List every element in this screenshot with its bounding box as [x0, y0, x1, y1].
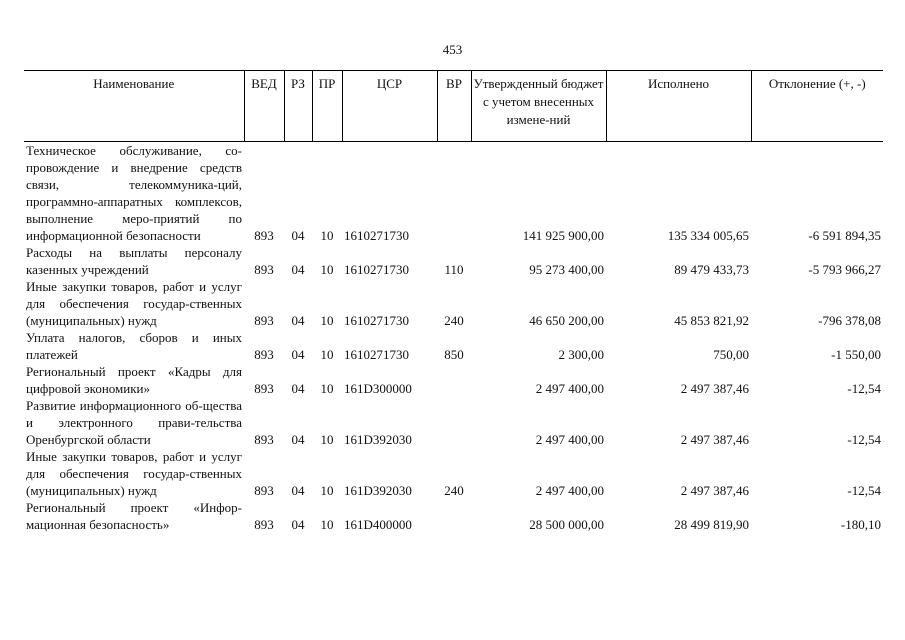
row-pr: 10: [320, 483, 334, 498]
row-vr: 110: [444, 262, 464, 277]
row-csr: 1610271730: [344, 262, 409, 277]
row-vr: 850: [444, 347, 464, 362]
row-pr: 10: [320, 313, 334, 328]
table-row: [24, 244, 883, 278]
row-pr: 10: [320, 228, 334, 243]
table-row: [24, 278, 883, 329]
row-csr: 161D400000: [344, 517, 412, 532]
row-executed: 2 497 387,46: [680, 432, 749, 447]
row-rz: 04: [291, 432, 305, 447]
row-csr: 161D392030: [344, 432, 412, 447]
row-name: Региональный проект «Инфор-мационная безопасность»: [26, 500, 242, 532]
row-name: Техническое обслуживание, со-провождение и внедрение средств связи, телекоммуника-ций, программно-аппаратных комплексов, выполнение меро-приятий по информационной безопасности: [26, 143, 242, 243]
header-vr: ВР: [437, 71, 471, 142]
table-row: [24, 363, 883, 397]
row-deviation: -180,10: [840, 517, 881, 532]
row-ved: 893: [254, 483, 274, 498]
row-deviation: -6 591 894,35: [808, 228, 881, 243]
row-rz: 04: [291, 347, 305, 362]
header-csr: ЦСР: [342, 71, 437, 142]
row-name: Расходы на выплаты персоналу казенных учреждений: [26, 245, 242, 277]
row-ved: 893: [254, 262, 274, 277]
row-csr: 1610271730: [344, 313, 409, 328]
row-name: Уплата налогов, сборов и иных платежей: [26, 330, 242, 362]
header-name: Наименование: [24, 71, 244, 142]
row-executed: 45 853 821,92: [674, 313, 749, 328]
row-ved: 893: [254, 381, 274, 396]
row-approved: 95 273 400,00: [529, 262, 604, 277]
row-approved: 2 497 400,00: [535, 483, 604, 498]
row-executed: 2 497 387,46: [680, 483, 749, 498]
row-approved: 46 650 200,00: [529, 313, 604, 328]
row-rz: 04: [291, 517, 305, 532]
row-approved: 28 500 000,00: [529, 517, 604, 532]
table-row: [24, 397, 883, 448]
row-csr: 1610271730: [344, 228, 409, 243]
row-vr: [437, 363, 471, 397]
header-ved: ВЕД: [244, 71, 284, 142]
table-row: [24, 329, 883, 363]
row-deviation: -1 550,00: [831, 347, 881, 362]
table-row: [24, 499, 883, 533]
row-rz: 04: [291, 313, 305, 328]
header-executed: Исполнено: [606, 71, 751, 142]
row-ved: 893: [254, 313, 274, 328]
row-executed: 89 479 433,73: [674, 262, 749, 277]
row-name: Иные закупки товаров, работ и услуг для обеспечения государ-ственных (муниципальных) нужд: [26, 449, 242, 498]
row-deviation: -12,54: [847, 432, 881, 447]
row-executed: 2 497 387,46: [680, 381, 749, 396]
row-name: Развитие информационного об-щества и электронного прави-тельства Оренбургской области: [26, 398, 242, 447]
row-approved: 141 925 900,00: [522, 228, 604, 243]
row-deviation: -5 793 966,27: [808, 262, 881, 277]
row-vr: [437, 142, 471, 245]
row-csr: 1610271730: [344, 347, 409, 362]
header-row: [24, 71, 883, 142]
row-vr: [437, 397, 471, 448]
row-deviation: -796 378,08: [818, 313, 881, 328]
row-deviation: -12,54: [847, 381, 881, 396]
row-deviation: -12,54: [847, 483, 881, 498]
row-executed: 135 334 005,65: [667, 228, 749, 243]
row-ved: 893: [254, 432, 274, 447]
header-approved: Утвержденный бюджет с учетом внесенных измене-ний: [471, 71, 606, 142]
row-vr: 240: [444, 313, 464, 328]
row-approved: 2 497 400,00: [535, 381, 604, 396]
row-vr: 240: [444, 483, 464, 498]
row-name: Региональный проект «Кадры для цифровой экономики»: [26, 364, 242, 396]
header-rz: РЗ: [284, 71, 312, 142]
row-approved: 2 300,00: [558, 347, 604, 362]
table-row: [24, 448, 883, 499]
budget-table: [24, 70, 883, 533]
row-csr: 161D300000: [344, 381, 412, 396]
header-deviation: Отклонение (+, -): [751, 71, 883, 142]
row-ved: 893: [254, 228, 274, 243]
header-pr: ПР: [312, 71, 342, 142]
row-ved: 893: [254, 517, 274, 532]
page-number: 453: [442, 42, 463, 57]
row-executed: 28 499 819,90: [674, 517, 749, 532]
row-vr: [437, 499, 471, 533]
row-name: Иные закупки товаров, работ и услуг для обеспечения государ-ственных (муниципальных) нужд: [26, 279, 242, 328]
row-rz: 04: [291, 483, 305, 498]
row-pr: 10: [320, 347, 334, 362]
row-pr: 10: [320, 432, 334, 447]
row-rz: 04: [291, 228, 305, 243]
row-csr: 161D392030: [344, 483, 412, 498]
row-ved: 893: [254, 347, 274, 362]
table-row: [24, 142, 883, 245]
row-approved: 2 497 400,00: [535, 432, 604, 447]
row-executed: 750,00: [713, 347, 749, 362]
row-pr: 10: [320, 517, 334, 532]
row-pr: 10: [320, 262, 334, 277]
row-pr: 10: [320, 381, 334, 396]
row-rz: 04: [291, 381, 305, 396]
row-rz: 04: [291, 262, 305, 277]
